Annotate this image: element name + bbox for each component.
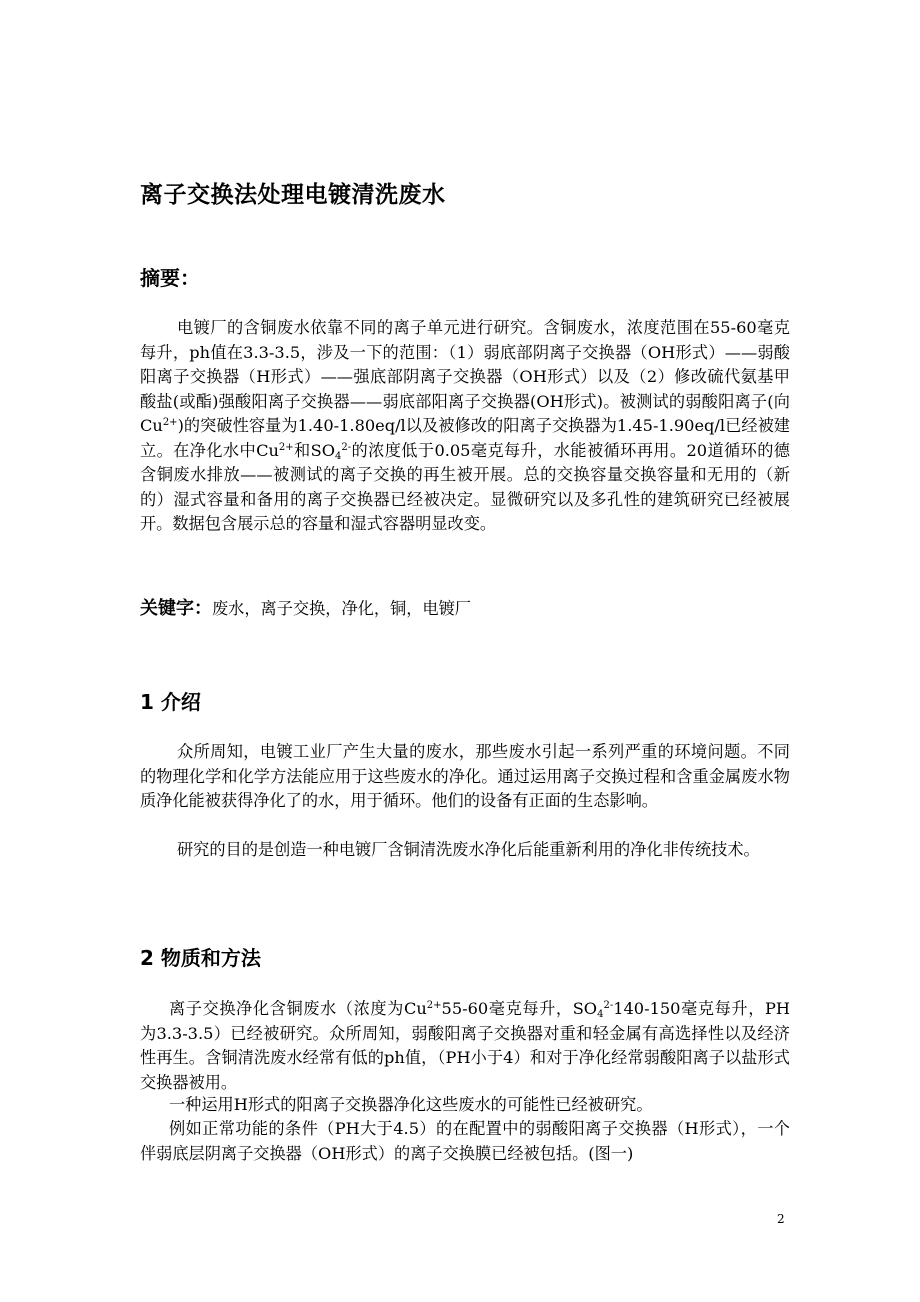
abstract-text-4: 的浓度低于0.05毫克每升，水能被循环再用。20道循环的德含铜废水排放——被测试的离子交换的再生被开展。总的交换容量交换容量和无用的（新的）湿式容量和备用的离子交换器已经被决定。显微研究以及多孔性的建筑研究已经被展开。数据包含展示总的容量和湿式容器明显改变。 (140, 440, 790, 533)
section-2-text-a: 离子交换净化含铜废水（浓度为Cu (169, 999, 427, 1018)
abstract-text-2: )的突破性容量为1.40-1.80eq/l以及被修改的阳离子交换器为1.45-1.90eq/l已经被建立。在净化水中Cu (140, 416, 790, 460)
abstract-text-1: 电镀厂的含铜废水依靠不同的离子单元进行研究。含铜废水，浓度范围在55-60毫克每升，ph值在3.3-3.5，涉及一下的范围：（1）弱底部阴离子交换器（OH形式）——弱酸阳离子交换器（H形式）——强底部阴离子交换器（OH形式）以及（2）修改硫代氨基甲酸盐(或酯)强酸阳离子交换器——弱底部阳离子交换器(OH形式)。被测试的弱酸阳离子(向Cu (140, 318, 790, 435)
section-2-paragraph-2: 一种运用H形式的阳离子交换器净化这些废水的可能性已经被研究。 (169, 1095, 653, 1114)
document-title: 离子交换法处理电镀清洗废水 (140, 182, 446, 208)
page-number: 2 (777, 1212, 785, 1226)
keywords-label: 关键字： (140, 598, 212, 619)
subscript: 4 (597, 1009, 604, 1020)
abstract-heading: 摘要： (140, 266, 200, 290)
section-1-paragraph-2: 研究的目的是创造一种电镀厂含铜清洗废水净化后能重新利用的净化非传统技术。 (177, 840, 760, 859)
section-1-paragraph-1: 众所周知，电镀工业厂产生大量的废水，那些废水引起一系列严重的环境问题。不同的物理化学和化学方法能应用于这些废水的净化。通过运用离子交换过程和含重金属废水物质净化能被获得净化了的水，用于循环。他们的设备有正面的生态影响。 (140, 742, 790, 810)
subscript: 4 (335, 450, 342, 462)
superscript: 2+ (278, 441, 294, 453)
section-1-heading: 1 介绍 (140, 690, 201, 714)
keywords-text: 废水，离子交换，净化，铜，电镀厂 (212, 599, 471, 618)
superscript: 2+ (162, 417, 178, 428)
abstract-paragraph (140, 316, 790, 537)
keywords-line (140, 594, 471, 620)
superscript: 2+ (426, 1000, 442, 1011)
section-2-heading: 2 物质和方法 (140, 946, 261, 970)
abstract-text-3: 和SO (293, 440, 335, 460)
superscript: 2- (341, 441, 352, 453)
section-2-text-c: 140-150毫克每升，PH为3.3-3.5）已经被研究。众所周知，弱酸阳离子交换器对重和轻金属有高选择性以及经济性再生。含铜清洗废水经常有低的ph值，（PH小于4）和对于净化经常弱酸阳离子以盐形式交换器被用。 (140, 999, 790, 1092)
section-2-paragraph-1 (140, 997, 790, 1095)
section-2-text-b: 55-60毫克每升，SO (441, 999, 598, 1018)
section-2-paragraph-3: 例如正常功能的条件（PH大于4.5）的在配置中的弱酸阳离子交换器（H形式），一个伴弱底层阴离子交换器（OH形式）的离子交换膜已经被包括。(图一) (140, 1119, 790, 1163)
superscript: 2- (603, 1000, 614, 1011)
